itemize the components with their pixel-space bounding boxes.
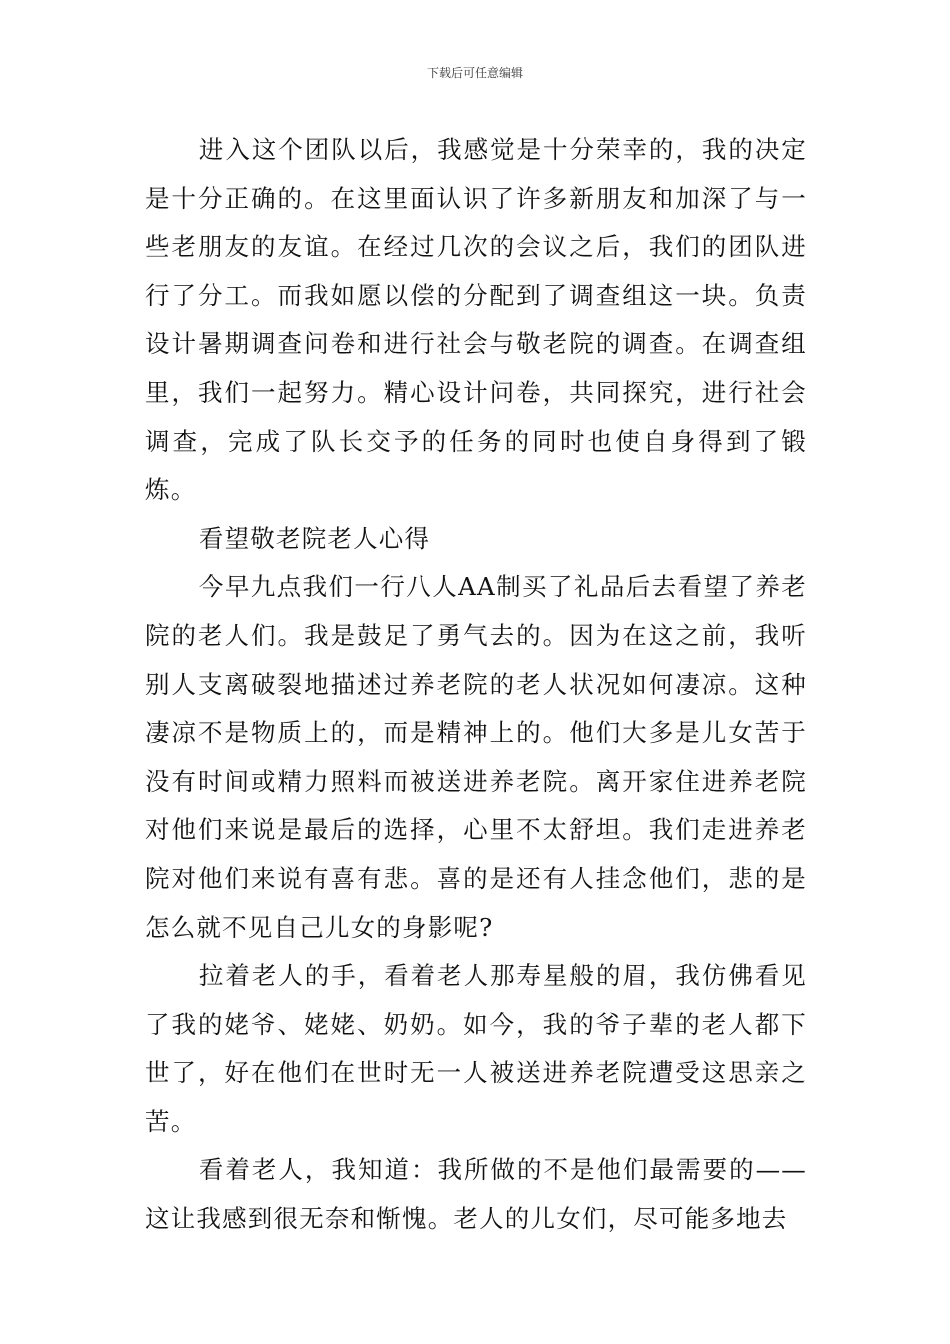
document-body	[145, 126, 807, 1244]
section-heading: 看望敬老院老人心得	[198, 523, 431, 553]
paragraph-holding-hands: 拉着老人的手，看着老人那寿星般的眉，我仿佛看见了我的姥爷、姥姥、奶奶。如今，我的爷子辈的老人都下世了，好在他们在世时无一人被送进养老院遭受这思亲之苦。	[145, 961, 807, 1136]
paragraph-reflection: 看着老人，我知道：我所做的不是他们最需要的——这让我感到很无奈和惭愧。老人的儿女们，尽可能多地去	[145, 1155, 807, 1234]
page-header-note: 下载后可任意编辑	[426, 66, 523, 80]
paragraph-team-experience: 进入这个团队以后，我感觉是十分荣幸的，我的决定是十分正确的。在这里面认识了许多新朋友和加深了与一些老朋友的友谊。在经过几次的会议之后，我们的团队进行了分工。而我如愿以偿的分配到了调查组这一块。负责设计暑期调查问卷和进行社会与敬老院的调查。在调查组里，我们一起努力。精心设计问卷，共同探究，进行社会调查，完成了队长交予的任务的同时也使自身得到了锻炼。	[145, 135, 807, 505]
paragraph-visit-description: 今早九点我们一行八人AA制买了礼品后去看望了养老院的老人们。我是鼓足了勇气去的。因为在这之前，我听别人支离破裂地描述过养老院的老人状况如何凄凉。这种凄凉不是物质上的，而是精神上的。他们大多是儿女苦于没有时间或精力照料而被送进养老院。离开家住进养老院对他们来说是最后的选择，心里不太舒坦。我们走进养老院对他们来说有喜有悲。喜的是还有人挂念他们，悲的是怎么就不见自己儿女的身影呢?	[145, 572, 807, 942]
